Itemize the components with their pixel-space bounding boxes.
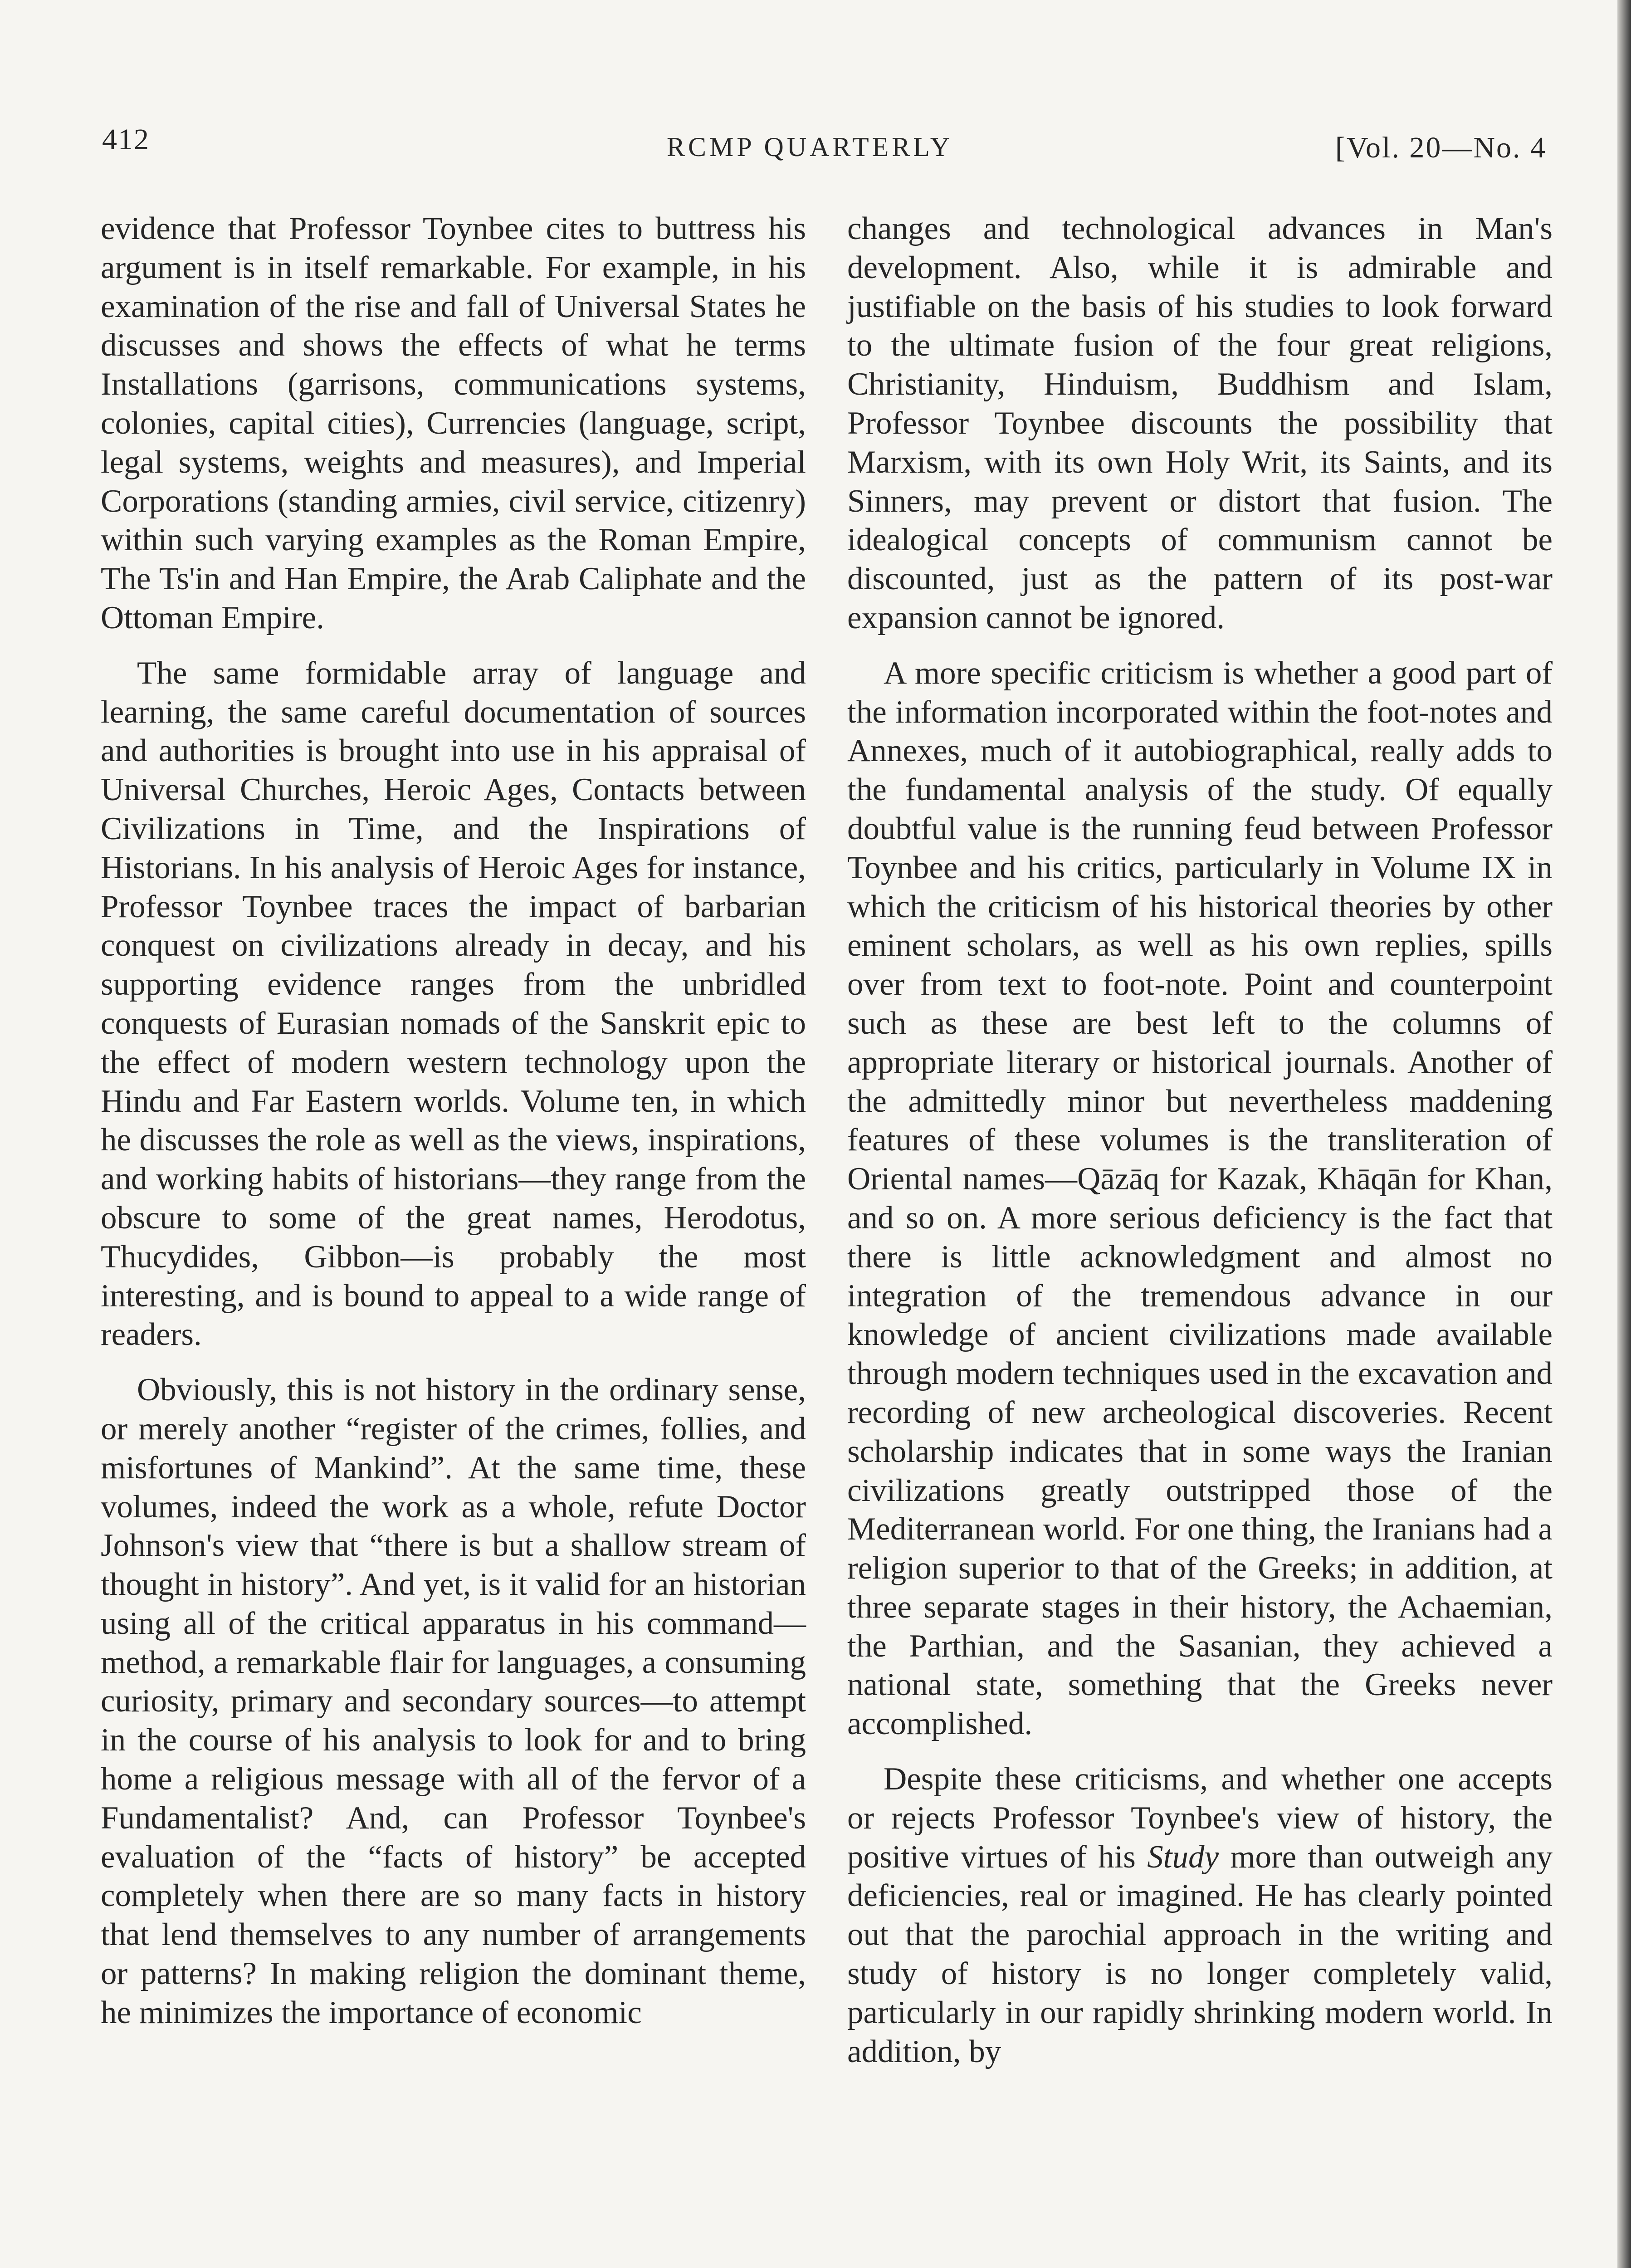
page-edge-shadow <box>1617 0 1631 2268</box>
volume-info: [Vol. 20—No. 4 <box>1335 131 1547 164</box>
left-column <box>101 210 806 2049</box>
paragraph-text: Despite these criticisms, and whether one accepts or rejects Professor Toynbee's view of history, the positive virtues of his <box>847 1761 1553 1875</box>
journal-title: RCMP QUARTERLY <box>667 132 953 162</box>
paragraph: evidence that Professor Toynbee cites to buttress his argument is in itself remarkable. For example, in his examination of the rise and fall of Universal States he discusses and shows the effects of what he terms Installations (garrisons, communications systems, colonies, capital cities), Currencies (language, script, legal systems, weights and measures), and Imperial Corporations (standing armies, civil service, citizenry) within such varying examples as the Roman Empire, The Ts'in and Han Empire, the Arab Caliphate and the Ottoman Empire. <box>101 211 806 635</box>
paragraph: A more specific criticism is whether a good part of the information incorporated within the foot-notes and Annexes, much of it autobiographical, really adds to the fundamental analysis of the study. Of equally doubtful value is the running feud between Professor Toynbee and his critics, particularly in Volume IX in which the criticism of his historical theories by other eminent scholars, as well as his own replies, spills over from text to foot-note. Point and counterpoint such as these are best left to the columns of appropriate literary or historical journals. Another of the admittedly minor but nevertheless maddening features of these volumes is the transliteration of Oriental names—Qāzāq for Kazak, Khāqān for Khan, and so on. A more serious deficiency is the fact that there is little acknowledgment and almost no integration of the tremendous advance in our knowledge of ancient civilizations made available through modern techniques used in the excavation and recording of new archeological discoveries. Recent scholarship indicates that in some ways the Iranian civilizations greatly outstripped those of the Mediterranean world. For one thing, the Iranians had a religion superior to that of the Greeks; in addition, at three separate stages in their history, the Achaemian, the Parthian, and the Sasanian, they achieved a national state, something that the Greeks never accomplished. <box>847 655 1553 1742</box>
right-column <box>847 210 1553 2087</box>
paragraph: The same formidable array of language and learning, the same careful documentation of sources and authorities is brought into use in his appraisal of Universal Churches, Heroic Ages, Contacts between Civilizations in Time, and the Inspirations of Historians. In his analysis of Heroic Ages for instance, Professor Toynbee traces the impact of barbarian conquest on civilizations already in decay, and his supporting evidence ranges from the unbridled conquests of Eurasian nomads of the Sanskrit epic to the effect of modern western technology upon the Hindu and Far Eastern worlds. Volume ten, in which he discusses the role as well as the views, inspirations, and working habits of historians—they range from the obscure to some of the great names, Herodotus, Thucydides, Gibbon—is probably the most interesting, and is bound to appeal to a wide range of readers. <box>101 655 806 1353</box>
italic-title: Study <box>1147 1839 1219 1875</box>
paragraph-text: more than outweigh any deficiencies, real or imagined. He has clearly pointed out that the parochial approach in the writing and study of history is no longer completely valid, particularly in our rapidly shrinking modern world. In addition, by <box>847 1839 1553 2069</box>
paragraph: Obviously, this is not history in the ordinary sense, or merely another “register of the crimes, follies, and misfortunes of Mankind”. At the same time, these volumes, indeed the work as a whole, refute Doctor Johnson's view that “there is but a shallow stream of thought in history”. And yet, is it valid for an historian using all of the critical apparatus in his command—method, a remarkable flair for languages, a consuming curiosity, primary and secondary sources—to attempt in the course of his analysis to look for and to bring home a religious message with all of the fervor of a Fundamentalist? And, can Professor Toynbee's evaluation of the “facts of history” be accepted completely when there are so many facts in history that lend themselves to any number of arrangements or patterns? In making religion the dominant theme, he minimizes the importance of economic <box>101 1372 806 2030</box>
paragraph <box>847 1760 1553 2071</box>
running-header <box>102 122 1547 168</box>
page-number: 412 <box>102 123 150 156</box>
paragraph: changes and technological advances in Man's development. Also, while it is admirable and justifiable on the basis of his studies to look forward to the ultimate fusion of the four great religions, Christianity, Hinduism, Buddhism and Islam, Professor Toynbee discounts the possibility that Marxism, with its own Holy Writ, its Saints, and its Sinners, may prevent or distort that fusion. The idealogical concepts of communism cannot be discounted, just as the pattern of its post-war expansion cannot be ignored. <box>847 211 1553 635</box>
